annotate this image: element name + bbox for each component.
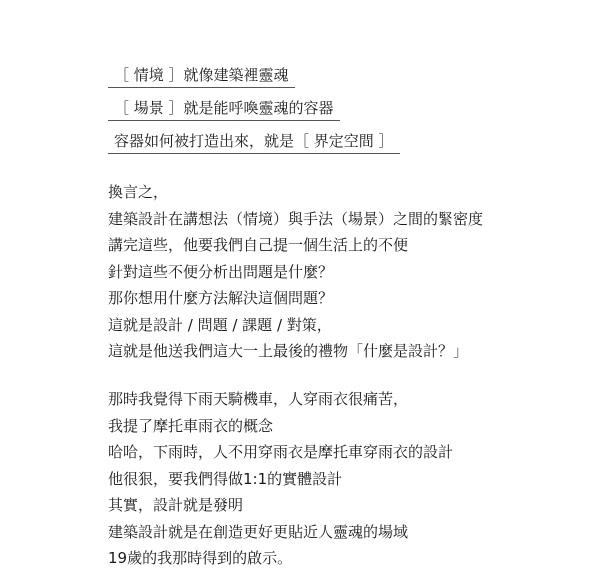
boxed-line-defined-space: 容器如何被打造出來，就是［ 界定空間 ］ [108,129,400,154]
paragraph-line: 換言之， [108,183,169,201]
paragraph-design-lesson [108,179,483,365]
boxed-line-scene: ［ 場景 ］就是能呼喚靈魂的容器 [108,96,340,121]
paragraph-line: 講完這些，他要我們自己提一個生活上的不便 [108,236,409,254]
paragraph-line: 19歲的我那時得到的啟示。 [108,549,293,567]
paragraph-line: 那時我覺得下雨天騎機車，人穿雨衣很痛苦， [108,390,409,408]
boxed-line-context: ［ 情境 ］就像建築裡靈魂 [108,63,295,88]
paragraph-line: 這就是設計 / 問題 / 課題 / 對策， [108,315,332,334]
paragraph-line: 建築設計在講想法（情境）與手法（場景）之間的緊密度 [108,209,484,228]
paragraph-raincoat-story [108,386,453,572]
paragraph-line: 那你想用什麼方法解決這個問題？ [108,289,334,307]
paragraph-line: 建築設計就是在創造更好更貼近人靈魂的場域 [108,522,409,541]
paragraph-line: 他很狠，要我們得做1:1的實體設計 [108,469,343,488]
paragraph-line: 哈哈，下雨時，人不用穿雨衣是摩托車穿雨衣的設計 [108,443,454,461]
paragraph-line: 我提了摩托車雨衣的概念 [108,416,274,435]
paragraph-line: 這就是他送我們這大一上最後的禮物「什麼是設計？」 [108,342,469,360]
paragraph-line: 其實，設計就是發明 [108,496,244,514]
paragraph-line: 針對這些不便分析出問題是什麼？ [108,262,334,281]
